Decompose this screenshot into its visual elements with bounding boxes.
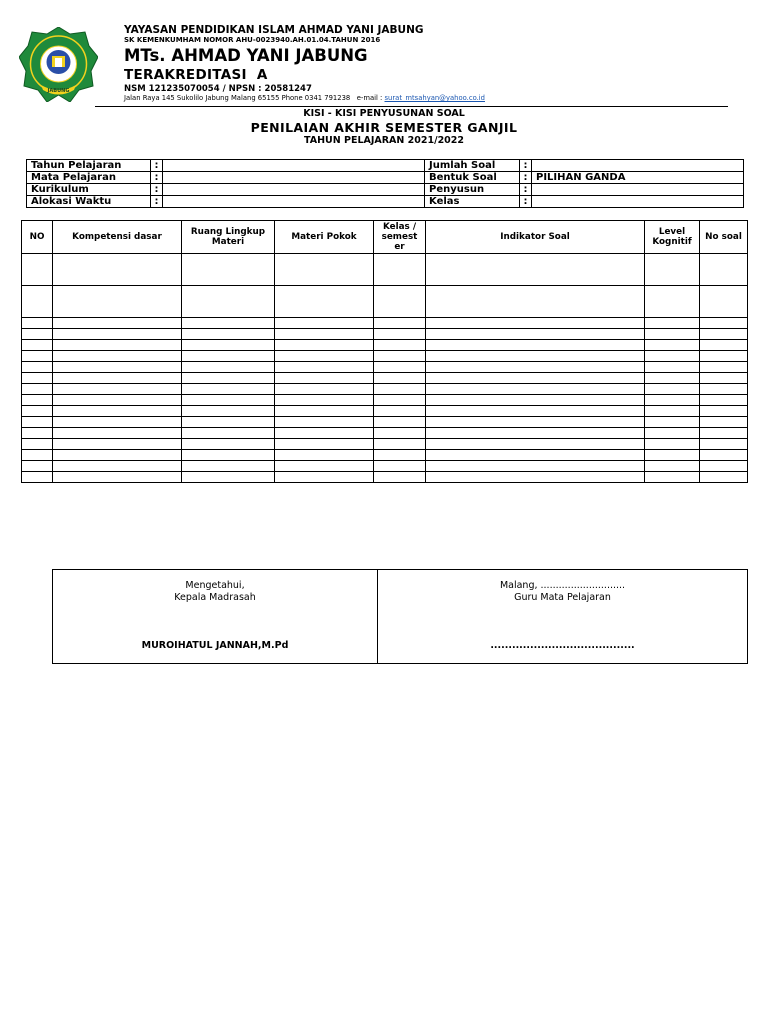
info-value — [532, 184, 744, 196]
table-cell[interactable] — [275, 384, 374, 395]
table-cell[interactable] — [645, 286, 700, 318]
info-value — [532, 160, 744, 172]
table-cell[interactable] — [22, 362, 53, 373]
table-cell[interactable] — [374, 340, 426, 351]
table-cell[interactable] — [275, 340, 374, 351]
info-value — [163, 184, 425, 196]
table-cell[interactable] — [22, 439, 53, 450]
title-line-3: TAHUN PELAJARAN 2021/2022 — [303, 135, 465, 146]
table-cell[interactable] — [275, 329, 374, 340]
table-row — [22, 450, 748, 461]
info-label: Kelas — [425, 196, 520, 208]
table-cell[interactable] — [645, 439, 700, 450]
table-cell[interactable] — [22, 406, 53, 417]
table-row — [22, 329, 748, 340]
table-cell[interactable] — [374, 472, 426, 483]
accreditation: TERAKREDITASI A — [124, 67, 268, 83]
table-cell[interactable] — [700, 439, 748, 450]
table-cell[interactable] — [374, 329, 426, 340]
table-cell[interactable] — [374, 286, 426, 318]
table-cell[interactable] — [700, 340, 748, 351]
table-cell[interactable] — [275, 395, 374, 406]
table-cell[interactable] — [426, 254, 645, 286]
table-cell[interactable] — [53, 472, 182, 483]
table-cell[interactable] — [645, 472, 700, 483]
letterhead — [124, 25, 485, 103]
table-cell[interactable] — [374, 318, 426, 329]
table-cell[interactable] — [700, 450, 748, 461]
decree-number: SK KEMENKUMHAM NOMOR AHU-0023940.AH.01.04.TAHUN 2016 — [124, 36, 381, 44]
address-line — [124, 94, 485, 103]
table-cell[interactable] — [374, 362, 426, 373]
kisi-kisi-table — [21, 220, 748, 483]
info-colon: : — [520, 160, 532, 172]
info-label: Kurikulum — [27, 184, 151, 196]
table-cell[interactable] — [22, 384, 53, 395]
info-value — [163, 196, 425, 208]
table-cell[interactable] — [182, 254, 275, 286]
table-cell[interactable] — [700, 472, 748, 483]
info-label: Tahun Pelajaran — [27, 160, 151, 172]
info-row — [27, 196, 744, 208]
info-colon: : — [520, 184, 532, 196]
table-cell[interactable] — [645, 461, 700, 472]
table-cell[interactable] — [374, 351, 426, 362]
table-cell[interactable] — [22, 340, 53, 351]
table-row — [22, 351, 748, 362]
table-cell[interactable] — [645, 340, 700, 351]
table-cell[interactable] — [22, 351, 53, 362]
table-cell[interactable] — [53, 384, 182, 395]
table-cell[interactable] — [275, 318, 374, 329]
column-header: Kompetensi dasar — [53, 221, 182, 254]
table-cell[interactable] — [426, 318, 645, 329]
table-cell[interactable] — [53, 406, 182, 417]
table-cell[interactable] — [182, 406, 275, 417]
table-cell[interactable] — [53, 428, 182, 439]
foundation-name: YAYASAN PENDIDIKAN ISLAM AHMAD YANI JABUNG — [124, 24, 424, 36]
table-cell[interactable] — [426, 461, 645, 472]
info-label: Bentuk Soal — [425, 172, 520, 184]
table-cell[interactable] — [700, 373, 748, 384]
title-line-2: PENILAIAN AKHIR SEMESTER GANJIL — [250, 120, 518, 135]
table-cell[interactable] — [645, 450, 700, 461]
table-cell[interactable] — [700, 428, 748, 439]
table-row — [22, 439, 748, 450]
table-cell[interactable] — [426, 351, 645, 362]
table-cell[interactable] — [374, 417, 426, 428]
info-value — [532, 196, 744, 208]
table-cell[interactable] — [275, 417, 374, 428]
table-cell[interactable] — [374, 461, 426, 472]
table-cell[interactable] — [426, 395, 645, 406]
column-header: NO — [22, 221, 53, 254]
info-value: PILIHAN GANDA — [532, 172, 744, 184]
document-title — [0, 108, 768, 147]
table-cell[interactable] — [426, 417, 645, 428]
table-cell[interactable] — [22, 318, 53, 329]
table-cell[interactable] — [275, 461, 374, 472]
column-header: Kelas / semest er — [374, 221, 426, 254]
table-cell[interactable] — [426, 428, 645, 439]
table-cell[interactable] — [645, 362, 700, 373]
table-cell[interactable] — [22, 286, 53, 318]
table-cell[interactable] — [645, 318, 700, 329]
table-cell[interactable] — [182, 373, 275, 384]
table-cell[interactable] — [275, 351, 374, 362]
info-label: Mata Pelajaran — [27, 172, 151, 184]
info-colon: : — [151, 172, 163, 184]
table-row — [22, 417, 748, 428]
table-cell[interactable] — [53, 329, 182, 340]
table-cell[interactable] — [53, 450, 182, 461]
table-cell[interactable] — [374, 373, 426, 384]
table-cell[interactable] — [53, 351, 182, 362]
table-cell[interactable] — [645, 395, 700, 406]
table-cell[interactable] — [426, 472, 645, 483]
table-cell[interactable] — [374, 254, 426, 286]
table-cell[interactable] — [645, 417, 700, 428]
school-ids: NSM 121235070054 / NPSN : 20581247 — [124, 84, 312, 94]
table-row — [22, 340, 748, 351]
table-cell[interactable] — [275, 362, 374, 373]
table-cell[interactable] — [700, 351, 748, 362]
title-line-1: KISI - KISI PENYUSUNAN SOAL — [303, 108, 465, 119]
headmaster-title: Kepala Madrasah — [174, 592, 256, 603]
table-cell[interactable] — [182, 472, 275, 483]
table-cell[interactable] — [53, 373, 182, 384]
table-cell[interactable] — [275, 373, 374, 384]
table-cell[interactable] — [645, 373, 700, 384]
table-cell[interactable] — [182, 318, 275, 329]
table-cell[interactable] — [374, 439, 426, 450]
table-cell[interactable] — [22, 254, 53, 286]
table-row — [22, 461, 748, 472]
table-row — [22, 428, 748, 439]
table-row — [22, 395, 748, 406]
table-cell[interactable] — [22, 373, 53, 384]
table-cell[interactable] — [182, 450, 275, 461]
table-header-row — [22, 221, 748, 254]
table-cell[interactable] — [700, 461, 748, 472]
table-cell[interactable] — [53, 417, 182, 428]
address-text: Jalan Raya 145 Sukolilo Jabung Malang 65155 Phone 0341 791238 e-mail : — [124, 94, 385, 102]
table-cell[interactable] — [426, 406, 645, 417]
table-row — [22, 318, 748, 329]
info-label: Jumlah Soal — [425, 160, 520, 172]
table-cell[interactable] — [22, 428, 53, 439]
table-cell[interactable] — [700, 406, 748, 417]
table-cell[interactable] — [182, 461, 275, 472]
emblem-banner-text: JABUNG — [47, 88, 70, 94]
table-cell[interactable] — [426, 450, 645, 461]
table-cell[interactable] — [53, 286, 182, 318]
signature-box — [52, 569, 748, 664]
table-cell[interactable] — [426, 362, 645, 373]
info-row — [27, 184, 744, 196]
table-cell[interactable] — [22, 450, 53, 461]
table-cell[interactable] — [645, 428, 700, 439]
table-cell[interactable] — [645, 351, 700, 362]
table-cell[interactable] — [275, 406, 374, 417]
table-cell[interactable] — [53, 254, 182, 286]
info-value — [163, 172, 425, 184]
table-cell[interactable] — [426, 329, 645, 340]
table-cell[interactable] — [374, 406, 426, 417]
column-header: Materi Pokok — [275, 221, 374, 254]
table-cell[interactable] — [53, 340, 182, 351]
table-cell[interactable] — [426, 384, 645, 395]
info-row — [27, 172, 744, 184]
table-cell[interactable] — [700, 395, 748, 406]
table-cell[interactable] — [645, 329, 700, 340]
table-row — [22, 384, 748, 395]
acknowledged-label: Mengetahui, — [185, 580, 245, 591]
place-date: Malang, ............................ — [499, 580, 626, 591]
table-cell[interactable] — [182, 395, 275, 406]
table-cell[interactable] — [182, 428, 275, 439]
info-label: Penyusun — [425, 184, 520, 196]
table-cell[interactable] — [275, 428, 374, 439]
email-link[interactable]: surat_mtsahyan@yahoo.co.id — [384, 94, 485, 102]
teacher-block — [378, 580, 747, 604]
table-row — [22, 286, 748, 318]
column-header: No soal — [700, 221, 748, 254]
info-colon: : — [520, 172, 532, 184]
table-cell[interactable] — [426, 439, 645, 450]
table-cell[interactable] — [53, 362, 182, 373]
table-cell[interactable] — [275, 472, 374, 483]
column-header: Level Kognitif — [645, 221, 700, 254]
info-colon: : — [151, 160, 163, 172]
table-cell[interactable] — [275, 286, 374, 318]
table-cell[interactable] — [53, 439, 182, 450]
table-cell[interactable] — [182, 351, 275, 362]
table-cell[interactable] — [22, 395, 53, 406]
table-cell[interactable] — [53, 318, 182, 329]
table-cell[interactable] — [700, 329, 748, 340]
table-row — [22, 254, 748, 286]
table-cell[interactable] — [374, 428, 426, 439]
letterhead-divider — [95, 106, 728, 107]
info-table — [26, 159, 744, 208]
column-header: Indikator Soal — [426, 221, 645, 254]
headmaster-name: MUROIHATUL JANNAH,M.Pd — [141, 640, 289, 651]
teacher-name-blank: ........................................ — [490, 640, 635, 651]
table-cell[interactable] — [22, 329, 53, 340]
table-row — [22, 373, 748, 384]
table-cell[interactable] — [645, 384, 700, 395]
table-cell[interactable] — [182, 340, 275, 351]
column-header: Ruang Lingkup Materi — [182, 221, 275, 254]
table-cell[interactable] — [182, 362, 275, 373]
table-cell[interactable] — [182, 286, 275, 318]
table-row — [22, 362, 748, 373]
table-cell[interactable] — [374, 395, 426, 406]
table-cell[interactable] — [645, 254, 700, 286]
info-row — [27, 160, 744, 172]
table-cell[interactable] — [426, 340, 645, 351]
table-cell[interactable] — [700, 318, 748, 329]
info-value — [163, 160, 425, 172]
headmaster-block — [53, 580, 377, 604]
table-cell[interactable] — [426, 373, 645, 384]
table-cell[interactable] — [645, 406, 700, 417]
school-name: MTs. AHMAD YANI JABUNG — [124, 46, 368, 65]
table-cell[interactable] — [182, 329, 275, 340]
info-colon: : — [520, 196, 532, 208]
table-cell[interactable] — [182, 384, 275, 395]
info-colon: : — [151, 196, 163, 208]
table-cell[interactable] — [700, 362, 748, 373]
table-cell[interactable] — [700, 384, 748, 395]
table-cell[interactable] — [182, 417, 275, 428]
school-emblem-icon — [19, 27, 98, 102]
table-cell[interactable] — [374, 450, 426, 461]
table-cell[interactable] — [700, 417, 748, 428]
table-cell[interactable] — [53, 461, 182, 472]
table-cell[interactable] — [182, 439, 275, 450]
table-row — [22, 472, 748, 483]
table-cell[interactable] — [275, 254, 374, 286]
table-cell[interactable] — [426, 286, 645, 318]
table-cell[interactable] — [700, 254, 748, 286]
table-cell[interactable] — [22, 472, 53, 483]
school-emblem-svg — [19, 27, 98, 102]
table-cell[interactable] — [275, 450, 374, 461]
table-cell[interactable] — [700, 286, 748, 318]
info-colon: : — [151, 184, 163, 196]
table-cell[interactable] — [275, 439, 374, 450]
info-label: Alokasi Waktu — [27, 196, 151, 208]
table-cell[interactable] — [53, 395, 182, 406]
table-cell[interactable] — [374, 384, 426, 395]
teacher-title: Guru Mata Pelajaran — [514, 592, 611, 603]
table-row — [22, 406, 748, 417]
table-cell[interactable] — [22, 417, 53, 428]
table-cell[interactable] — [22, 461, 53, 472]
